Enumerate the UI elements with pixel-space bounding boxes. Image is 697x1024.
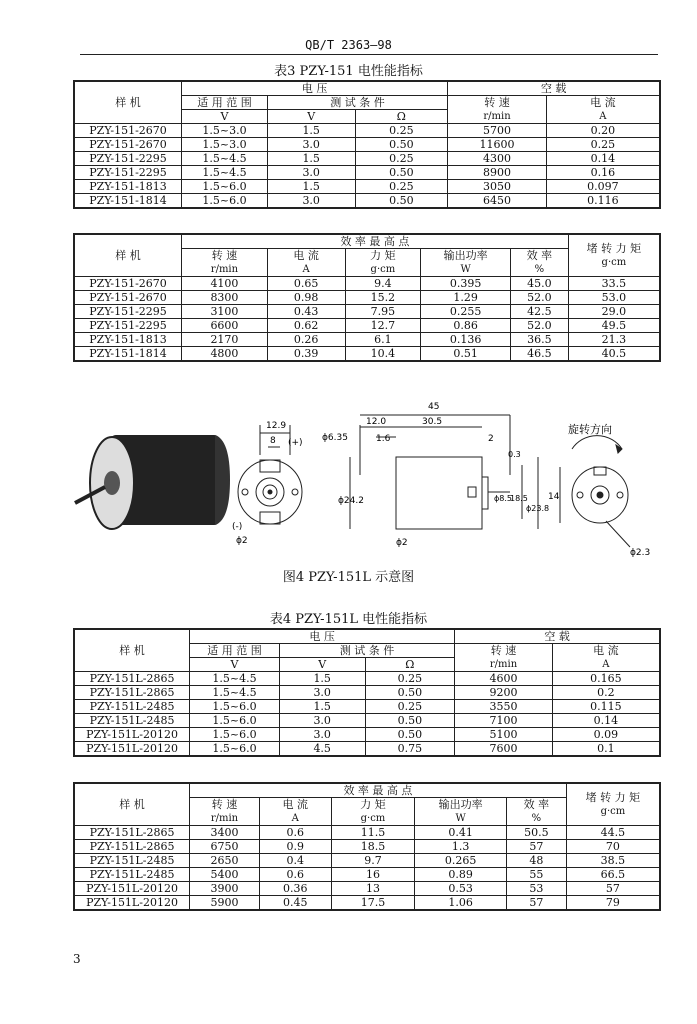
- table-cell: 5400: [190, 868, 260, 882]
- table-cell: 0.25: [365, 672, 455, 686]
- table-row: [74, 868, 660, 882]
- test-ohm-unit: Ω: [365, 658, 455, 672]
- table-cell: 1.5~6.0: [182, 180, 268, 194]
- sample-header: 样 机: [74, 81, 182, 124]
- table-cell: 0.50: [355, 194, 448, 209]
- table-cell: 7.95: [345, 305, 421, 319]
- dim-30-5: 30.5: [422, 417, 443, 427]
- table-cell: 0.165: [552, 672, 660, 686]
- table-cell: 3900: [190, 882, 260, 896]
- test-v-unit: V: [279, 658, 365, 672]
- dim-phi2-left: ϕ2: [236, 536, 248, 546]
- table-cell: 66.5: [566, 868, 660, 882]
- table-cell: 0.265: [415, 854, 507, 868]
- table-cell: 1.5~6.0: [190, 742, 280, 757]
- table-cell: 1.5~6.0: [190, 700, 280, 714]
- peak-speed-header: 转 速 r/min: [190, 798, 260, 826]
- table-cell: 0.43: [267, 305, 345, 319]
- table-cell: PZY-151-2295: [74, 305, 182, 319]
- table-cell: 1.5~3.0: [182, 124, 268, 138]
- table-cell: PZY-151-1813: [74, 333, 182, 347]
- table-row: [74, 291, 660, 305]
- dim-8: 8: [270, 436, 276, 446]
- table-cell: 1.5: [267, 180, 355, 194]
- table-cell: 29.0: [568, 305, 660, 319]
- table-cell: 3100: [182, 305, 268, 319]
- table-cell: PZY-151-2670: [74, 291, 182, 305]
- table-cell: PZY-151L-2485: [74, 714, 190, 728]
- table-cell: 3.0: [267, 138, 355, 152]
- table-cell: 55: [506, 868, 566, 882]
- table-cell: 0.51: [421, 347, 511, 362]
- table-cell: 79: [566, 896, 660, 911]
- table-cell: PZY-151-1814: [74, 347, 182, 362]
- table-cell: 0.09: [552, 728, 660, 742]
- table-cell: 1.5: [267, 124, 355, 138]
- dim-18-5: 18.5: [510, 494, 528, 503]
- table3-voltage-noload: [73, 80, 661, 209]
- table-cell: 33.5: [568, 277, 660, 291]
- table-cell: 0.50: [365, 714, 455, 728]
- table-row: [74, 138, 660, 152]
- table-cell: 0.25: [355, 124, 448, 138]
- table-cell: 53.0: [568, 291, 660, 305]
- dim-phi2-mid: ϕ2: [396, 538, 408, 548]
- table-cell: 7100: [455, 714, 553, 728]
- dim-phi6-35: ϕ6.35: [322, 433, 348, 443]
- peak-eff-header: 效 率 %: [506, 798, 566, 826]
- table-cell: 1.5~4.5: [182, 166, 268, 180]
- table-cell: 0.50: [355, 138, 448, 152]
- table-cell: 1.3: [415, 840, 507, 854]
- table-cell: 0.25: [365, 700, 455, 714]
- table-cell: 0.53: [415, 882, 507, 896]
- table-cell: PZY-151L-20120: [74, 742, 190, 757]
- table-cell: 5100: [455, 728, 553, 742]
- table-cell: 11.5: [331, 826, 415, 840]
- table-cell: 1.5~6.0: [190, 714, 280, 728]
- table-cell: 15.2: [345, 291, 421, 305]
- dim-1-6: 1.6: [376, 434, 391, 444]
- range-unit: V: [182, 110, 268, 124]
- table-row: [74, 180, 660, 194]
- table-cell: 52.0: [510, 319, 568, 333]
- table-row: [74, 305, 660, 319]
- table-cell: 9200: [455, 686, 553, 700]
- table-cell: 3.0: [279, 686, 365, 700]
- table-cell: 0.65: [267, 277, 345, 291]
- sample-header: 样 机: [74, 783, 190, 826]
- peak-torque-header: 力 矩 g·cm: [345, 249, 421, 277]
- table-cell: 57: [506, 840, 566, 854]
- rotation-direction-label: 旋转方向: [568, 423, 612, 436]
- table-row: [74, 347, 660, 362]
- table-cell: 2170: [182, 333, 268, 347]
- table-cell: 5700: [448, 124, 547, 138]
- table-cell: 9.7: [331, 854, 415, 868]
- voltage-header: 电 压: [182, 81, 448, 96]
- current-header: 电 流 A: [546, 96, 660, 124]
- voltage-header: 电 压: [190, 629, 455, 644]
- peak-eff-header: 效 率 %: [510, 249, 568, 277]
- table-cell: 0.39: [267, 347, 345, 362]
- table-cell: 4800: [182, 347, 268, 362]
- table-cell: 0.25: [546, 138, 660, 152]
- table-cell: 4300: [448, 152, 547, 166]
- table-cell: PZY-151-2295: [74, 166, 182, 180]
- table-cell: 50.5: [506, 826, 566, 840]
- table-cell: 3.0: [267, 194, 355, 209]
- dim-0-3: 0.3: [508, 450, 521, 459]
- sample-header: 样 机: [74, 234, 182, 277]
- table-cell: 0.395: [421, 277, 511, 291]
- table-cell: 1.5: [267, 152, 355, 166]
- minus-terminal: (-): [232, 522, 243, 532]
- table-cell: 1.5~4.5: [190, 672, 280, 686]
- table-cell: 45.0: [510, 277, 568, 291]
- table-cell: PZY-151L-2865: [74, 840, 190, 854]
- table-cell: 8300: [182, 291, 268, 305]
- table-cell: 57: [506, 896, 566, 911]
- table-cell: 53: [506, 882, 566, 896]
- table3-caption: 表3 PZY-151 电性能指标: [274, 64, 423, 79]
- table-cell: 12.7: [345, 319, 421, 333]
- table-cell: 0.41: [415, 826, 507, 840]
- table-cell: 40.5: [568, 347, 660, 362]
- table-cell: 0.9: [259, 840, 331, 854]
- plus-terminal: (+): [288, 438, 303, 448]
- table-cell: 16: [331, 868, 415, 882]
- table-row: [74, 700, 660, 714]
- table-cell: 4600: [455, 672, 553, 686]
- table-row: [74, 333, 660, 347]
- table-cell: 1.29: [421, 291, 511, 305]
- peak-speed-header: 转 速 r/min: [182, 249, 268, 277]
- table-row: [74, 672, 660, 686]
- table-cell: 0.097: [546, 180, 660, 194]
- table-cell: 5900: [190, 896, 260, 911]
- table-cell: 0.86: [421, 319, 511, 333]
- table-cell: 0.98: [267, 291, 345, 305]
- table3-peak-efficiency: [73, 233, 661, 362]
- range-header: 适 用 范 围: [182, 96, 268, 110]
- range-unit: V: [190, 658, 280, 672]
- table-cell: 1.5~6.0: [182, 194, 268, 209]
- peak-power-header: 输出功率 W: [415, 798, 507, 826]
- table-cell: 0.6: [259, 868, 331, 882]
- table-cell: PZY-151-2670: [74, 138, 182, 152]
- table-row: [74, 277, 660, 291]
- table-cell: 44.5: [566, 826, 660, 840]
- dim-phi23-8: ϕ23.8: [526, 504, 550, 513]
- page-number: 3: [73, 952, 81, 966]
- table4-voltage-noload: [73, 628, 661, 757]
- peak-header: 效 率 最 高 点: [190, 783, 567, 798]
- dim-14: 14: [548, 492, 560, 502]
- table-cell: 0.136: [421, 333, 511, 347]
- test-header: 测 试 条 件: [267, 96, 447, 110]
- table-cell: PZY-151-1814: [74, 194, 182, 209]
- table-cell: PZY-151L-20120: [74, 882, 190, 896]
- table-cell: 1.5: [279, 700, 365, 714]
- table-cell: 1.5~6.0: [190, 728, 280, 742]
- table-cell: 1.5~3.0: [182, 138, 268, 152]
- table-cell: 36.5: [510, 333, 568, 347]
- test-ohm-unit: Ω: [355, 110, 448, 124]
- table-cell: 0.26: [267, 333, 345, 347]
- stall-header: 堵 转 力 矩 g·cm: [566, 783, 660, 826]
- test-v-unit: V: [267, 110, 355, 124]
- table-cell: 17.5: [331, 896, 415, 911]
- table-cell: 18.5: [331, 840, 415, 854]
- table-row: [74, 124, 660, 138]
- table-cell: PZY-151L-20120: [74, 896, 190, 911]
- table-cell: 0.89: [415, 868, 507, 882]
- table-cell: 0.45: [259, 896, 331, 911]
- table-cell: 0.50: [355, 166, 448, 180]
- table-cell: PZY-151-2295: [74, 152, 182, 166]
- table-cell: 6750: [190, 840, 260, 854]
- table-cell: PZY-151L-2865: [74, 686, 190, 700]
- sample-header: 样 机: [74, 629, 190, 672]
- table-cell: 3.0: [267, 166, 355, 180]
- table-cell: 0.36: [259, 882, 331, 896]
- peak-power-header: 输出功率 W: [421, 249, 511, 277]
- table4-peak-efficiency: [73, 782, 661, 911]
- table-cell: 13: [331, 882, 415, 896]
- table-cell: 1.5~4.5: [182, 152, 268, 166]
- table-cell: 70: [566, 840, 660, 854]
- noload-header: 空 载: [448, 81, 660, 96]
- figure-caption: 图4 PZY-151L 示意图: [282, 570, 415, 585]
- table-row: [74, 882, 660, 896]
- table-cell: 52.0: [510, 291, 568, 305]
- table-cell: 38.5: [566, 854, 660, 868]
- table-row: [74, 166, 660, 180]
- table-cell: 0.4: [259, 854, 331, 868]
- table-cell: PZY-151-2670: [74, 124, 182, 138]
- table-row: [74, 742, 660, 757]
- table-cell: 3400: [190, 826, 260, 840]
- header-rule: [80, 54, 658, 55]
- table-cell: 2650: [190, 854, 260, 868]
- table-cell: 21.3: [568, 333, 660, 347]
- motor-schematic: [60, 395, 660, 563]
- dim-phi8-5: ϕ8.5: [494, 494, 512, 503]
- table-cell: 6.1: [345, 333, 421, 347]
- table-cell: 10.4: [345, 347, 421, 362]
- table-cell: 46.5: [510, 347, 568, 362]
- current-header: 电 流 A: [552, 644, 660, 672]
- table-cell: PZY-151-2670: [74, 277, 182, 291]
- table-cell: 0.25: [355, 152, 448, 166]
- peak-current-header: 电 流 A: [267, 249, 345, 277]
- table-cell: 1.5: [279, 672, 365, 686]
- table-row: [74, 728, 660, 742]
- table-cell: 8900: [448, 166, 547, 180]
- dim-12-9: 12.9: [266, 421, 287, 431]
- dim-phi2-3: ϕ2.3: [630, 548, 651, 558]
- noload-header: 空 载: [455, 629, 660, 644]
- side-view-drawing: [350, 415, 538, 529]
- table-cell: PZY-151L-2485: [74, 700, 190, 714]
- table-row: [74, 840, 660, 854]
- table-cell: 4.5: [279, 742, 365, 757]
- table-row: [74, 152, 660, 166]
- table-cell: 0.50: [365, 728, 455, 742]
- table-cell: 11600: [448, 138, 547, 152]
- standard-code: QB/T 2363—98: [305, 38, 392, 52]
- table-cell: PZY-151L-2865: [74, 826, 190, 840]
- table-row: [74, 194, 660, 209]
- table-row: [74, 686, 660, 700]
- table-cell: 7600: [455, 742, 553, 757]
- peak-torque-header: 力 矩 g·cm: [331, 798, 415, 826]
- table-row: [74, 826, 660, 840]
- test-header: 测 试 条 件: [279, 644, 454, 658]
- peak-current-header: 电 流 A: [259, 798, 331, 826]
- motor-photo: [75, 435, 230, 529]
- table-row: [74, 854, 660, 868]
- table4-caption: 表4 PZY-151L 电性能指标: [269, 612, 428, 627]
- table-row: [74, 714, 660, 728]
- table-cell: 48: [506, 854, 566, 868]
- table-cell: PZY-151-2295: [74, 319, 182, 333]
- peak-header: 效 率 最 高 点: [182, 234, 569, 249]
- table-cell: PZY-151L-2865: [74, 672, 190, 686]
- table-cell: 0.75: [365, 742, 455, 757]
- table-cell: PZY-151L-20120: [74, 728, 190, 742]
- table-cell: 0.14: [552, 714, 660, 728]
- table-row: [74, 896, 660, 911]
- table-cell: 0.50: [365, 686, 455, 700]
- table-row: [74, 319, 660, 333]
- table-cell: 1.5~4.5: [190, 686, 280, 700]
- stall-header: 堵 转 力 矩 g·cm: [568, 234, 660, 277]
- table-cell: PZY-151-1813: [74, 180, 182, 194]
- table-cell: 3550: [455, 700, 553, 714]
- table-cell: 6600: [182, 319, 268, 333]
- dim-phi24-2: ϕ24.2: [338, 496, 364, 506]
- table-cell: PZY-151L-2485: [74, 854, 190, 868]
- table-cell: 0.255: [421, 305, 511, 319]
- table-cell: 4100: [182, 277, 268, 291]
- range-header: 适 用 范 围: [190, 644, 280, 658]
- table-cell: 0.6: [259, 826, 331, 840]
- speed-header: 转 速 r/min: [448, 96, 547, 124]
- table-cell: 57: [566, 882, 660, 896]
- table-cell: 0.62: [267, 319, 345, 333]
- table-cell: 42.5: [510, 305, 568, 319]
- table-cell: 0.16: [546, 166, 660, 180]
- table-cell: 0.1: [552, 742, 660, 757]
- table-cell: 3.0: [279, 714, 365, 728]
- dim-12-0: 12.0: [366, 417, 387, 427]
- table-cell: 49.5: [568, 319, 660, 333]
- table-cell: 0.116: [546, 194, 660, 209]
- table-cell: 0.115: [552, 700, 660, 714]
- table-cell: 3050: [448, 180, 547, 194]
- table-cell: 0.25: [355, 180, 448, 194]
- table-cell: 1.06: [415, 896, 507, 911]
- table-cell: 0.2: [552, 686, 660, 700]
- dim-45: 45: [428, 402, 440, 412]
- table-cell: PZY-151L-2485: [74, 868, 190, 882]
- table-cell: 0.14: [546, 152, 660, 166]
- table-cell: 0.20: [546, 124, 660, 138]
- rotation-view-drawing: [560, 436, 630, 547]
- table-cell: 3.0: [279, 728, 365, 742]
- table-cell: 6450: [448, 194, 547, 209]
- dim-2: 2: [488, 434, 494, 444]
- speed-header: 转 速 r/min: [455, 644, 553, 672]
- table-cell: 9.4: [345, 277, 421, 291]
